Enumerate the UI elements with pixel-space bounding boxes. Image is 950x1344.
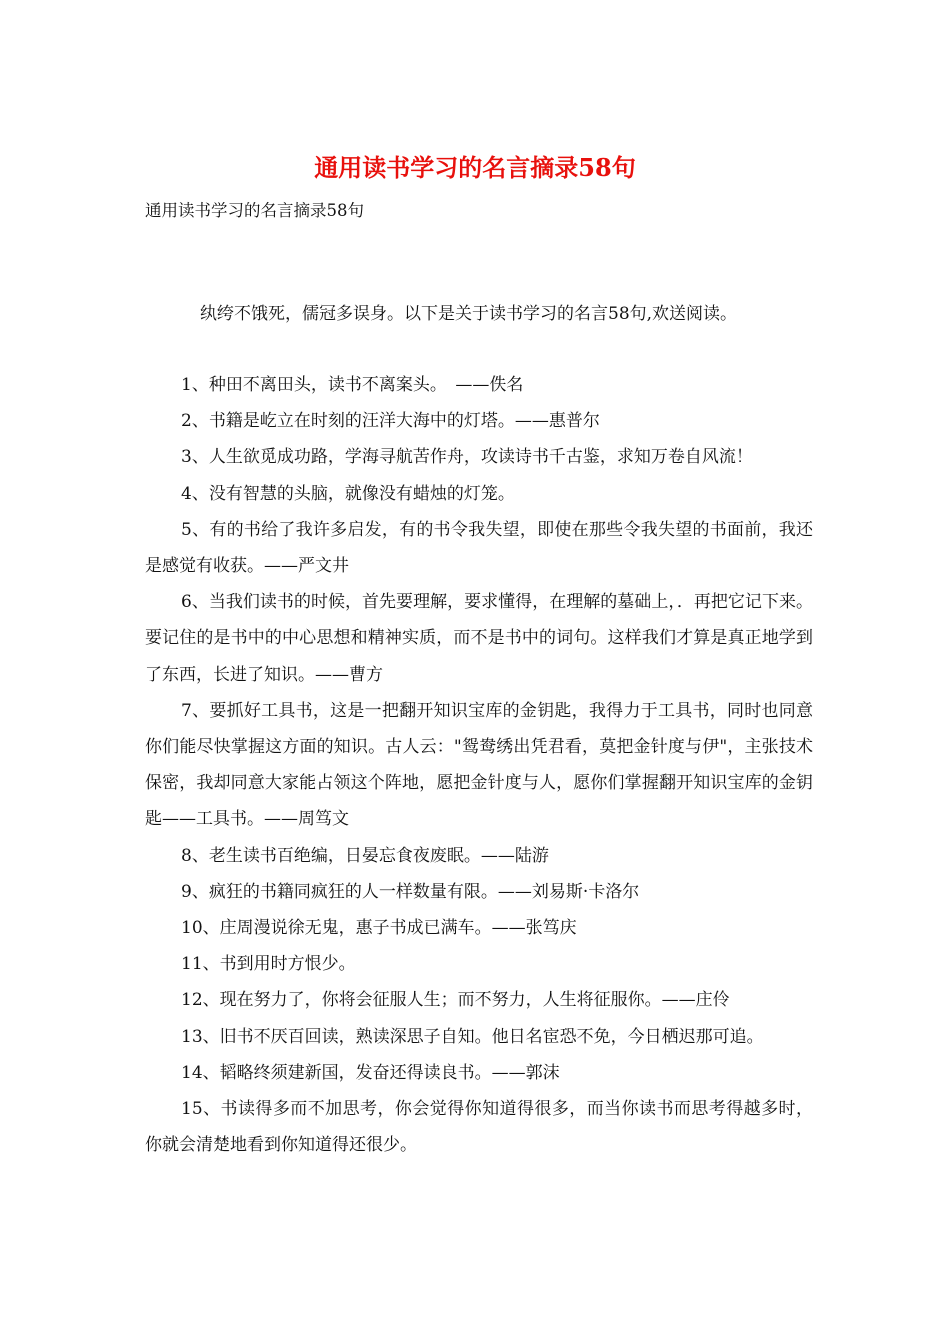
quote-item-12: 12、现在努力了，你将会征服人生；而不努力，人生将征服你。——庄伶 xyxy=(181,990,730,1011)
subtitle: 通用读书学习的名言摘录58句 xyxy=(145,201,364,220)
page-title: 通用读书学习的名言摘录58句 xyxy=(314,153,636,182)
quote-item-4: 4、没有智慧的头脑，就像没有蜡烛的灯笼。 xyxy=(181,483,515,504)
quote-item-10: 10、庄周漫说徐无鬼，惠子书成已满车。——张笃庆 xyxy=(181,918,577,939)
quote-item-1: 1、种田不离田头，读书不离案头。 ——佚名 xyxy=(181,375,524,395)
quote-item-9: 9、疯狂的书籍同疯狂的人一样数量有限。——刘易斯·卡洛尔 xyxy=(181,881,640,902)
quote-item-11: 11、书到用时方恨少。 xyxy=(181,954,356,975)
quote-item-2: 2、书籍是屹立在时刻的汪洋大海中的灯塔。——惠普尔 xyxy=(181,411,600,432)
quote-item-14: 14、韬略终须建新国，发奋还得读良书。——郭沫 xyxy=(181,1062,560,1083)
quote-item-3: 3、人生欲觅成功路，学海寻航苦作舟，攻读诗书千古鉴，求知万卷自风流！ xyxy=(181,447,753,468)
quote-item-5: 5、有的书给了我许多启发，有的书令我失望，即使在那些令我失望的书面前，我还是感觉有收获。——严文井 xyxy=(145,519,813,577)
intro-paragraph: 纨绔不饿死，儒冠多误身。以下是关于读书学习的名言58句,欢送阅读。 xyxy=(200,304,738,324)
quote-item-15: 15、书读得多而不加思考，你会觉得你知道得很多，而当你读书而思考得越多时，你就会清楚地看到你知道得还很少。 xyxy=(145,1099,813,1156)
quote-list xyxy=(145,367,813,1163)
quote-item-6: 6、当我们读书的时候，首先要理解，要求懂得，在理解的墓础上，．再把它记下来。要记住的是书中的中心思想和精神实质，而不是书中的词句。这样我们才算是真正地学到了东西，长进了知识。——曹方 xyxy=(145,592,813,685)
quote-item-8: 8、老生读书百绝编，日晏忘食夜废眠。——陆游 xyxy=(181,845,549,866)
quote-item-7: 7、要抓好工具书，这是一把翻开知识宝库的金钥匙，我得力于工具书，同时也同意你们能尽快掌握这方面的知识。古人云："鸳鸯绣出凭君看，莫把金针度与伊"，主张技术保密，我却同意大家能占领这个阵地，愿把金针度与人，愿你们掌握翻开知识宝库的金钥匙——工具书。——周笃文 xyxy=(145,700,813,830)
quote-item-13: 13、旧书不厌百回读，熟读深思子自知。他日名宦恐不免，今日栖迟那可追。 xyxy=(181,1026,764,1047)
